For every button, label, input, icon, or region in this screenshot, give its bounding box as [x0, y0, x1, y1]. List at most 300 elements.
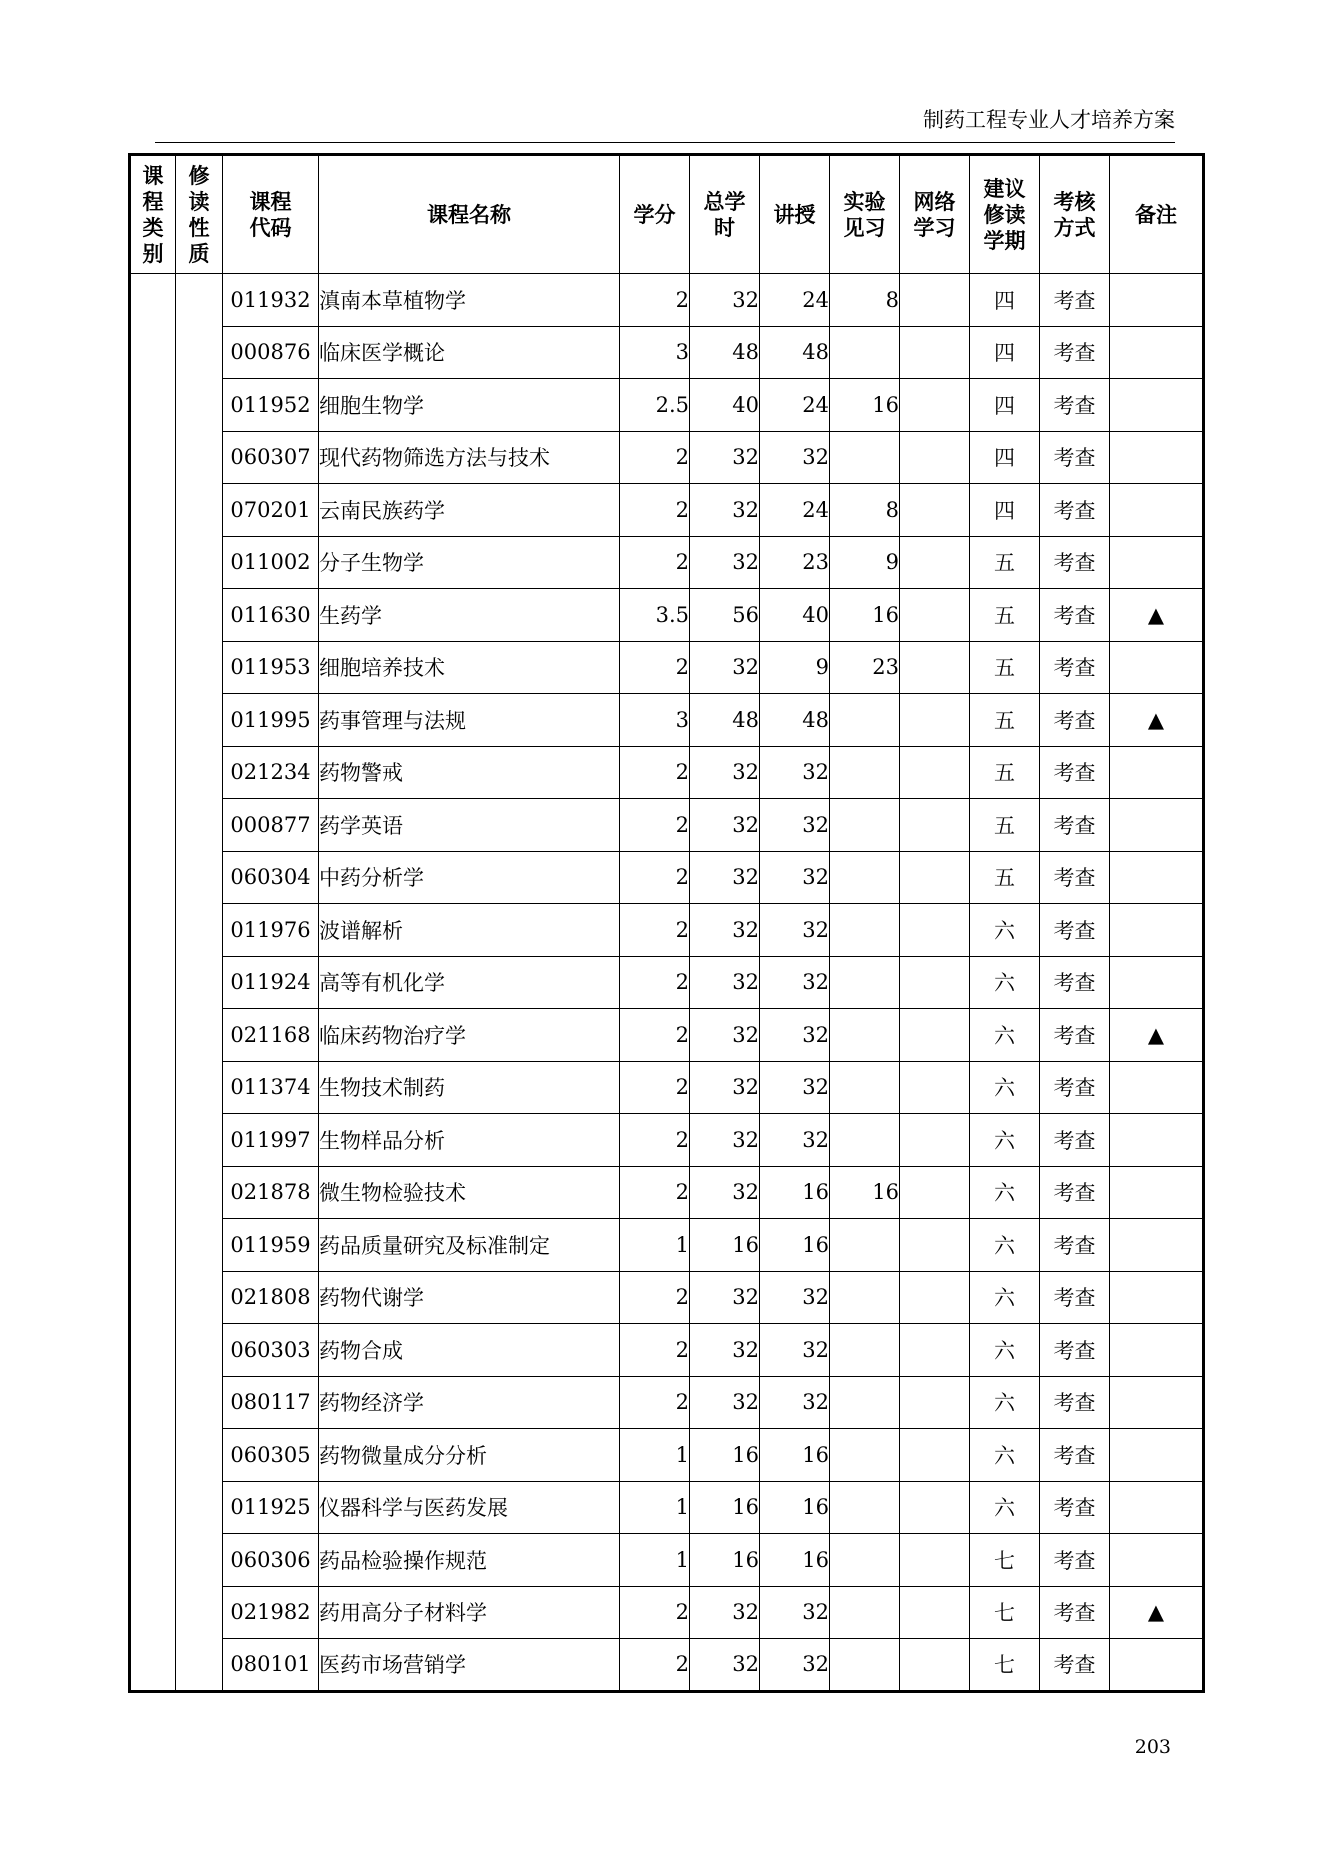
course-code-cell: 000876 [223, 326, 319, 379]
course-name-cell: 云南民族药学 [319, 484, 620, 537]
note-cell [1110, 1324, 1204, 1377]
table-row [130, 904, 1204, 957]
total-hours-cell: 48 [690, 326, 760, 379]
semester-cell: 六 [970, 1009, 1040, 1062]
course-name-cell: 药物合成 [319, 1324, 620, 1377]
total-hours-cell: 32 [690, 1166, 760, 1219]
online-hours-cell [900, 1009, 970, 1062]
total-hours-cell: 16 [690, 1429, 760, 1482]
course-name-cell: 药物警戒 [319, 746, 620, 799]
lab-hours-cell [830, 1534, 900, 1587]
lecture-hours-cell: 9 [760, 641, 830, 694]
note-cell [1110, 1429, 1204, 1482]
course-code-cell: 080117 [223, 1376, 319, 1429]
online-hours-cell [900, 694, 970, 747]
total-hours-cell: 32 [690, 851, 760, 904]
online-hours-cell [900, 1534, 970, 1587]
course-code-cell: 011959 [223, 1219, 319, 1272]
online-hours-cell [900, 1586, 970, 1639]
credits-cell: 2 [620, 274, 690, 327]
semester-cell: 六 [970, 1429, 1040, 1482]
total-hours-cell: 16 [690, 1219, 760, 1272]
semester-cell: 五 [970, 641, 1040, 694]
online-hours-cell [900, 379, 970, 432]
note-cell [1110, 326, 1204, 379]
total-hours-cell: 32 [690, 1271, 760, 1324]
credits-cell: 2.5 [620, 379, 690, 432]
table-row [130, 1114, 1204, 1167]
note-cell [1110, 1271, 1204, 1324]
course-name-cell: 中药分析学 [319, 851, 620, 904]
exam-method-cell: 考查 [1040, 956, 1110, 1009]
exam-method-cell: 考查 [1040, 1586, 1110, 1639]
semester-cell: 四 [970, 484, 1040, 537]
exam-method-cell: 考查 [1040, 536, 1110, 589]
exam-method-cell: 考查 [1040, 274, 1110, 327]
table-row [130, 1324, 1204, 1377]
table-row [130, 431, 1204, 484]
credits-cell: 2 [620, 1061, 690, 1114]
note-cell [1110, 274, 1204, 327]
lab-hours-cell: 16 [830, 1166, 900, 1219]
table-row [130, 799, 1204, 852]
lecture-hours-cell: 32 [760, 956, 830, 1009]
exam-method-cell: 考查 [1040, 1114, 1110, 1167]
note-cell [1110, 851, 1204, 904]
lecture-hours-cell: 32 [760, 746, 830, 799]
note-cell: ▲ [1110, 1586, 1204, 1639]
lab-hours-cell [830, 1481, 900, 1534]
table-row [130, 956, 1204, 1009]
online-hours-cell [900, 799, 970, 852]
table-row [130, 746, 1204, 799]
semester-cell: 六 [970, 1166, 1040, 1219]
online-hours-cell [900, 1061, 970, 1114]
online-hours-cell [900, 326, 970, 379]
header-online: 网络 学习 [900, 155, 970, 274]
lecture-hours-cell: 16 [760, 1219, 830, 1272]
exam-method-cell: 考查 [1040, 799, 1110, 852]
table-row [130, 1639, 1204, 1692]
course-code-cell: 021878 [223, 1166, 319, 1219]
total-hours-cell: 32 [690, 641, 760, 694]
lab-hours-cell: 16 [830, 589, 900, 642]
online-hours-cell [900, 536, 970, 589]
course-name-cell: 生药学 [319, 589, 620, 642]
lab-hours-cell [830, 904, 900, 957]
lecture-hours-cell: 32 [760, 904, 830, 957]
total-hours-cell: 32 [690, 799, 760, 852]
lab-hours-cell [830, 1009, 900, 1062]
online-hours-cell [900, 1114, 970, 1167]
note-cell [1110, 904, 1204, 957]
total-hours-cell: 32 [690, 1639, 760, 1692]
table-body [130, 274, 1204, 1692]
course-name-cell: 仪器科学与医药发展 [319, 1481, 620, 1534]
semester-cell: 六 [970, 1114, 1040, 1167]
semester-cell: 六 [970, 1376, 1040, 1429]
course-name-cell: 滇南本草植物学 [319, 274, 620, 327]
note-cell [1110, 1219, 1204, 1272]
header-credits: 学分 [620, 155, 690, 274]
online-hours-cell [900, 956, 970, 1009]
table-row [130, 1586, 1204, 1639]
credits-cell: 2 [620, 746, 690, 799]
lab-hours-cell: 9 [830, 536, 900, 589]
credits-cell: 3 [620, 694, 690, 747]
course-category-cell [130, 274, 176, 1692]
note-cell [1110, 1061, 1204, 1114]
note-cell [1110, 536, 1204, 589]
course-code-cell: 011997 [223, 1114, 319, 1167]
page-number: 203 [1134, 1736, 1171, 1758]
lab-hours-cell [830, 746, 900, 799]
course-name-cell: 药用高分子材料学 [319, 1586, 620, 1639]
note-cell [1110, 1481, 1204, 1534]
lab-hours-cell: 8 [830, 484, 900, 537]
online-hours-cell [900, 484, 970, 537]
table-row [130, 1429, 1204, 1482]
semester-cell: 七 [970, 1639, 1040, 1692]
semester-cell: 六 [970, 956, 1040, 1009]
semester-cell: 四 [970, 379, 1040, 432]
total-hours-cell: 32 [690, 431, 760, 484]
online-hours-cell [900, 1219, 970, 1272]
course-name-cell: 现代药物筛选方法与技术 [319, 431, 620, 484]
lecture-hours-cell: 24 [760, 274, 830, 327]
course-code-cell: 011995 [223, 694, 319, 747]
exam-method-cell: 考查 [1040, 904, 1110, 957]
exam-method-cell: 考查 [1040, 1376, 1110, 1429]
header-note: 备注 [1110, 155, 1204, 274]
credits-cell: 2 [620, 1639, 690, 1692]
lab-hours-cell [830, 1324, 900, 1377]
lecture-hours-cell: 16 [760, 1166, 830, 1219]
credits-cell: 1 [620, 1219, 690, 1272]
credits-cell: 3.5 [620, 589, 690, 642]
total-hours-cell: 32 [690, 274, 760, 327]
exam-method-cell: 考查 [1040, 851, 1110, 904]
course-code-cell: 011952 [223, 379, 319, 432]
header-category: 课 程 类 别 [130, 155, 176, 274]
lecture-hours-cell: 32 [760, 1009, 830, 1062]
semester-cell: 六 [970, 1271, 1040, 1324]
course-name-cell: 药学英语 [319, 799, 620, 852]
online-hours-cell [900, 904, 970, 957]
table-row [130, 694, 1204, 747]
course-code-cell: 021234 [223, 746, 319, 799]
exam-method-cell: 考查 [1040, 326, 1110, 379]
lab-hours-cell [830, 694, 900, 747]
table-row [130, 1481, 1204, 1534]
course-table [128, 153, 1205, 1693]
credits-cell: 2 [620, 1324, 690, 1377]
total-hours-cell: 16 [690, 1481, 760, 1534]
lecture-hours-cell: 32 [760, 1061, 830, 1114]
header-lab: 实验 见习 [830, 155, 900, 274]
total-hours-cell: 32 [690, 536, 760, 589]
credits-cell: 2 [620, 1376, 690, 1429]
course-name-cell: 药品质量研究及标准制定 [319, 1219, 620, 1272]
online-hours-cell [900, 274, 970, 327]
course-name-cell: 药品检验操作规范 [319, 1534, 620, 1587]
lecture-hours-cell: 32 [760, 1114, 830, 1167]
online-hours-cell [900, 1376, 970, 1429]
semester-cell: 六 [970, 1481, 1040, 1534]
header-code: 课程 代码 [223, 155, 319, 274]
lab-hours-cell [830, 799, 900, 852]
semester-cell: 五 [970, 851, 1040, 904]
total-hours-cell: 16 [690, 1534, 760, 1587]
credits-cell: 2 [620, 1114, 690, 1167]
header-name: 课程名称 [319, 155, 620, 274]
online-hours-cell [900, 1481, 970, 1534]
course-code-cell: 011925 [223, 1481, 319, 1534]
exam-method-cell: 考查 [1040, 641, 1110, 694]
semester-cell: 四 [970, 431, 1040, 484]
course-code-cell: 011953 [223, 641, 319, 694]
note-cell [1110, 799, 1204, 852]
exam-method-cell: 考查 [1040, 1324, 1110, 1377]
table-row [130, 484, 1204, 537]
lab-hours-cell [830, 1114, 900, 1167]
total-hours-cell: 32 [690, 1586, 760, 1639]
lecture-hours-cell: 32 [760, 1586, 830, 1639]
table-row [130, 326, 1204, 379]
credits-cell: 2 [620, 641, 690, 694]
course-code-cell: 011002 [223, 536, 319, 589]
semester-cell: 五 [970, 746, 1040, 799]
online-hours-cell [900, 1166, 970, 1219]
lecture-hours-cell: 16 [760, 1534, 830, 1587]
table-row [130, 1219, 1204, 1272]
total-hours-cell: 32 [690, 1324, 760, 1377]
lecture-hours-cell: 32 [760, 851, 830, 904]
online-hours-cell [900, 1324, 970, 1377]
note-cell: ▲ [1110, 1009, 1204, 1062]
lab-hours-cell: 16 [830, 379, 900, 432]
document-header-title: 制药工程专业人才培养方案 [923, 108, 1175, 132]
course-name-cell: 微生物检验技术 [319, 1166, 620, 1219]
table-row [130, 536, 1204, 589]
course-code-cell: 070201 [223, 484, 319, 537]
credits-cell: 1 [620, 1534, 690, 1587]
course-code-cell: 000877 [223, 799, 319, 852]
exam-method-cell: 考查 [1040, 1639, 1110, 1692]
course-name-cell: 高等有机化学 [319, 956, 620, 1009]
credits-cell: 3 [620, 326, 690, 379]
online-hours-cell [900, 641, 970, 694]
total-hours-cell: 32 [690, 1009, 760, 1062]
exam-method-cell: 考查 [1040, 694, 1110, 747]
lab-hours-cell [830, 851, 900, 904]
course-code-cell: 060303 [223, 1324, 319, 1377]
header-semester: 建议 修读 学期 [970, 155, 1040, 274]
lab-hours-cell [830, 431, 900, 484]
course-name-cell: 生物技术制药 [319, 1061, 620, 1114]
lab-hours-cell [830, 1376, 900, 1429]
exam-method-cell: 考查 [1040, 1271, 1110, 1324]
exam-method-cell: 考查 [1040, 1219, 1110, 1272]
credits-cell: 2 [620, 484, 690, 537]
semester-cell: 五 [970, 589, 1040, 642]
note-cell [1110, 484, 1204, 537]
lab-hours-cell [830, 1219, 900, 1272]
note-cell [1110, 1376, 1204, 1429]
course-name-cell: 细胞培养技术 [319, 641, 620, 694]
course-name-cell: 分子生物学 [319, 536, 620, 589]
lecture-hours-cell: 32 [760, 1639, 830, 1692]
online-hours-cell [900, 1639, 970, 1692]
course-nature-cell [176, 274, 223, 1692]
header-lecture: 讲授 [760, 155, 830, 274]
credits-cell: 2 [620, 1271, 690, 1324]
exam-method-cell: 考查 [1040, 431, 1110, 484]
course-name-cell: 医药市场营销学 [319, 1639, 620, 1692]
exam-method-cell: 考查 [1040, 1166, 1110, 1219]
table-row [130, 1376, 1204, 1429]
semester-cell: 六 [970, 1219, 1040, 1272]
note-cell [1110, 1114, 1204, 1167]
header-total-hours: 总学 时 [690, 155, 760, 274]
note-cell [1110, 1534, 1204, 1587]
exam-method-cell: 考查 [1040, 484, 1110, 537]
lecture-hours-cell: 32 [760, 1271, 830, 1324]
total-hours-cell: 32 [690, 746, 760, 799]
lecture-hours-cell: 32 [760, 1324, 830, 1377]
online-hours-cell [900, 589, 970, 642]
table-row [130, 274, 1204, 327]
course-code-cell: 011932 [223, 274, 319, 327]
lecture-hours-cell: 24 [760, 379, 830, 432]
online-hours-cell [900, 851, 970, 904]
course-code-cell: 021168 [223, 1009, 319, 1062]
lecture-hours-cell: 16 [760, 1481, 830, 1534]
online-hours-cell [900, 746, 970, 799]
header-exam: 考核 方式 [1040, 155, 1110, 274]
course-code-cell: 060304 [223, 851, 319, 904]
lecture-hours-cell: 40 [760, 589, 830, 642]
lab-hours-cell [830, 326, 900, 379]
credits-cell: 1 [620, 1481, 690, 1534]
course-code-cell: 060305 [223, 1429, 319, 1482]
note-cell: ▲ [1110, 589, 1204, 642]
table-row [130, 1534, 1204, 1587]
lecture-hours-cell: 32 [760, 1376, 830, 1429]
credits-cell: 2 [620, 1009, 690, 1062]
exam-method-cell: 考查 [1040, 379, 1110, 432]
semester-cell: 四 [970, 326, 1040, 379]
lab-hours-cell [830, 1061, 900, 1114]
table-row [130, 851, 1204, 904]
online-hours-cell [900, 1271, 970, 1324]
credits-cell: 2 [620, 904, 690, 957]
credits-cell: 2 [620, 799, 690, 852]
course-code-cell: 011630 [223, 589, 319, 642]
note-cell [1110, 431, 1204, 484]
semester-cell: 六 [970, 904, 1040, 957]
credits-cell: 2 [620, 1166, 690, 1219]
course-name-cell: 药物经济学 [319, 1376, 620, 1429]
exam-method-cell: 考查 [1040, 746, 1110, 799]
note-cell [1110, 1639, 1204, 1692]
total-hours-cell: 32 [690, 956, 760, 1009]
credits-cell: 2 [620, 536, 690, 589]
semester-cell: 五 [970, 536, 1040, 589]
course-code-cell: 011374 [223, 1061, 319, 1114]
total-hours-cell: 32 [690, 1114, 760, 1167]
note-cell [1110, 956, 1204, 1009]
course-code-cell: 011924 [223, 956, 319, 1009]
semester-cell: 五 [970, 799, 1040, 852]
semester-cell: 七 [970, 1534, 1040, 1587]
note-cell [1110, 1166, 1204, 1219]
lecture-hours-cell: 48 [760, 694, 830, 747]
semester-cell: 六 [970, 1324, 1040, 1377]
note-cell [1110, 641, 1204, 694]
course-name-cell: 药物代谢学 [319, 1271, 620, 1324]
exam-method-cell: 考查 [1040, 1429, 1110, 1482]
semester-cell: 七 [970, 1586, 1040, 1639]
lecture-hours-cell: 23 [760, 536, 830, 589]
exam-method-cell: 考查 [1040, 1534, 1110, 1587]
course-code-cell: 060307 [223, 431, 319, 484]
semester-cell: 五 [970, 694, 1040, 747]
online-hours-cell [900, 431, 970, 484]
online-hours-cell [900, 1429, 970, 1482]
lab-hours-cell [830, 1271, 900, 1324]
lab-hours-cell [830, 956, 900, 1009]
total-hours-cell: 32 [690, 1376, 760, 1429]
table-header-row [130, 155, 1204, 274]
semester-cell: 四 [970, 274, 1040, 327]
lecture-hours-cell: 16 [760, 1429, 830, 1482]
course-name-cell: 生物样品分析 [319, 1114, 620, 1167]
course-name-cell: 波谱解析 [319, 904, 620, 957]
table-row [130, 589, 1204, 642]
table-row [130, 1009, 1204, 1062]
semester-cell: 六 [970, 1061, 1040, 1114]
table-row [130, 1271, 1204, 1324]
total-hours-cell: 32 [690, 484, 760, 537]
table-row [130, 379, 1204, 432]
credits-cell: 2 [620, 851, 690, 904]
lecture-hours-cell: 48 [760, 326, 830, 379]
course-code-cell: 011976 [223, 904, 319, 957]
credits-cell: 2 [620, 956, 690, 1009]
course-code-cell: 021808 [223, 1271, 319, 1324]
course-name-cell: 临床医学概论 [319, 326, 620, 379]
lab-hours-cell: 23 [830, 641, 900, 694]
total-hours-cell: 48 [690, 694, 760, 747]
table-row [130, 641, 1204, 694]
exam-method-cell: 考查 [1040, 1481, 1110, 1534]
lecture-hours-cell: 24 [760, 484, 830, 537]
total-hours-cell: 32 [690, 1061, 760, 1114]
table-row [130, 1061, 1204, 1114]
note-cell [1110, 746, 1204, 799]
table-row [130, 1166, 1204, 1219]
total-hours-cell: 32 [690, 904, 760, 957]
credits-cell: 2 [620, 1586, 690, 1639]
course-name-cell: 药事管理与法规 [319, 694, 620, 747]
lab-hours-cell: 8 [830, 274, 900, 327]
exam-method-cell: 考查 [1040, 589, 1110, 642]
total-hours-cell: 56 [690, 589, 760, 642]
course-code-cell: 060306 [223, 1534, 319, 1587]
course-name-cell: 临床药物治疗学 [319, 1009, 620, 1062]
lecture-hours-cell: 32 [760, 799, 830, 852]
